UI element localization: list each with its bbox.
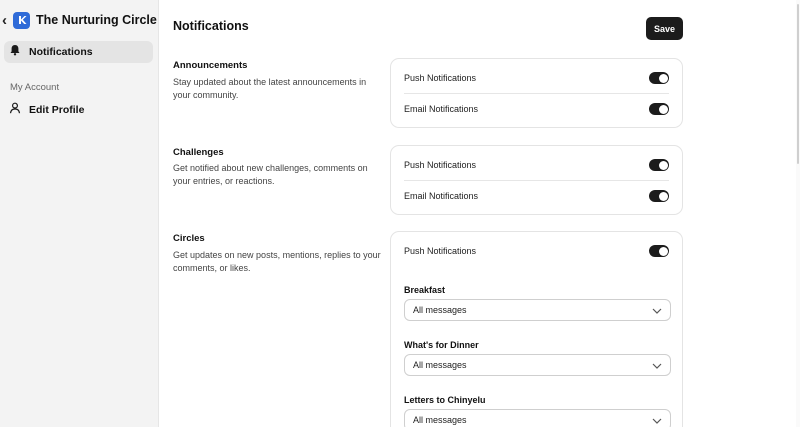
- user-icon: [9, 101, 21, 119]
- select-value: All messages: [413, 415, 467, 425]
- challenges-card: [390, 145, 683, 215]
- push-notifications-row: [391, 63, 682, 93]
- section-title: Circles: [173, 233, 205, 244]
- email-notifications-row: [391, 94, 682, 124]
- letters-to-chinyelu-notification-select[interactable]: [404, 409, 671, 427]
- section-title: Challenges: [173, 147, 224, 158]
- push-notifications-row: [391, 236, 682, 266]
- sidebar-item-label: Notifications: [29, 46, 93, 58]
- section-description: Stay updated about the latest announcements in your community.: [173, 77, 367, 100]
- section-description: Get updates on new posts, mentions, replies to your comments, or likes.: [173, 250, 381, 273]
- bell-icon: [9, 43, 21, 61]
- brand-header[interactable]: [0, 9, 159, 31]
- email-notifications-label: Email Notifications: [404, 191, 479, 201]
- breakfast-notification-select[interactable]: [404, 299, 671, 321]
- email-notifications-label: Email Notifications: [404, 104, 479, 114]
- circle-group-label: What's for Dinner: [404, 340, 479, 350]
- chevron-down-icon: [652, 411, 662, 427]
- email-notifications-toggle[interactable]: [649, 103, 669, 115]
- save-button[interactable]: Save: [646, 17, 683, 40]
- circle-group-label: Breakfast: [404, 285, 446, 295]
- chevron-down-icon: [652, 301, 662, 319]
- announcements-card: [390, 58, 683, 128]
- select-value: All messages: [413, 360, 467, 370]
- select-value: All messages: [413, 305, 467, 315]
- scrollbar-thumb[interactable]: [797, 4, 799, 164]
- email-notifications-row: [391, 181, 682, 211]
- push-notifications-toggle[interactable]: [649, 159, 669, 171]
- section-description: Get notified about new challenges, comments on your entries, or reactions.: [173, 163, 368, 186]
- page-title: Notifications: [173, 19, 249, 33]
- email-notifications-toggle[interactable]: [649, 190, 669, 202]
- push-notifications-toggle[interactable]: [649, 72, 669, 84]
- section-title: Announcements: [173, 60, 248, 71]
- sidebar-item-edit-profile[interactable]: [4, 99, 153, 121]
- sidebar: [0, 0, 159, 427]
- circle-logo-icon: [13, 12, 30, 29]
- sidebar-item-label: Edit Profile: [29, 104, 85, 116]
- push-notifications-label: Push Notifications: [404, 160, 477, 170]
- app-name: The Nurturing Circle: [36, 13, 157, 27]
- sidebar-item-notifications[interactable]: [4, 41, 153, 63]
- circle-group-label: Letters to Chinyelu: [404, 395, 486, 405]
- whats-for-dinner-notification-select[interactable]: [404, 354, 671, 376]
- circles-card: [390, 231, 683, 427]
- push-notifications-label: Push Notifications: [404, 73, 477, 83]
- chevron-left-icon[interactable]: ‹: [2, 11, 7, 29]
- push-notifications-label: Push Notifications: [404, 246, 477, 256]
- chevron-down-icon: [652, 356, 662, 374]
- push-notifications-toggle[interactable]: [649, 245, 669, 257]
- push-notifications-row: [391, 150, 682, 180]
- my-account-section-label: My Account: [10, 82, 60, 93]
